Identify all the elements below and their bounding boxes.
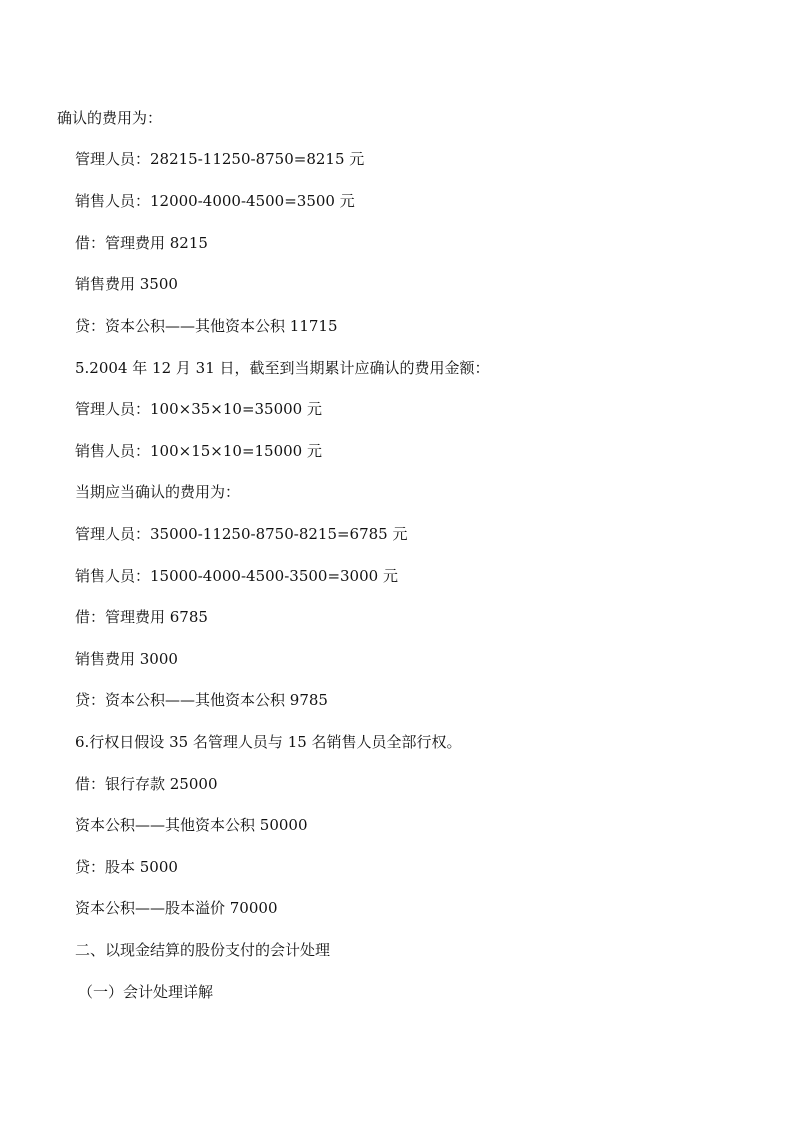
text-line-sales-calc: 销售人员：12000-4000-4500=3500 元 (75, 192, 355, 210)
text-line-debit-capital: 资本公积——其他资本公积 50000 (75, 816, 308, 834)
text-line-sales-total: 销售人员：100×15×10=15000 元 (75, 442, 322, 460)
text-line-sales-current: 销售人员：15000-4000-4500-3500=3000 元 (75, 567, 398, 585)
text-line-debit-bank: 借：银行存款 25000 (75, 775, 218, 793)
text-line-credit-stock: 贷：股本 5000 (75, 858, 178, 876)
text-line-intro: 确认的费用为： (57, 109, 163, 127)
text-line-debit-sales-2: 销售费用 3000 (75, 650, 178, 668)
text-line-credit-premium: 资本公积——股本溢价 70000 (75, 899, 278, 917)
text-line-admin-current: 管理人员：35000-11250-8750-8215=6785 元 (75, 525, 408, 543)
text-line-current-expense: 当期应当确认的费用为： (75, 483, 241, 501)
text-line-debit-admin: 借：管理费用 8215 (75, 234, 208, 252)
text-line-debit-admin-2: 借：管理费用 6785 (75, 608, 208, 626)
section-heading: 二、以现金结算的股份支付的会计处理 (75, 941, 331, 959)
text-line-section-6: 6.行权日假设 35 名管理人员与 15 名销售人员全部行权。 (75, 733, 462, 751)
text-line-admin-calc: 管理人员：28215-11250-8750=8215 元 (75, 150, 365, 168)
text-line-credit-capital: 贷：资本公积——其他资本公积 11715 (75, 317, 338, 335)
text-line-admin-total: 管理人员：100×35×10=35000 元 (75, 400, 322, 418)
subsection-heading: （一）会计处理详解 (78, 983, 214, 1001)
text-line-debit-sales: 销售费用 3500 (75, 275, 178, 293)
text-line-section-5: 5.2004 年 12 月 31 日，截至到当期累计应确认的费用金额： (75, 359, 490, 377)
text-line-credit-capital-2: 贷：资本公积——其他资本公积 9785 (75, 691, 328, 709)
